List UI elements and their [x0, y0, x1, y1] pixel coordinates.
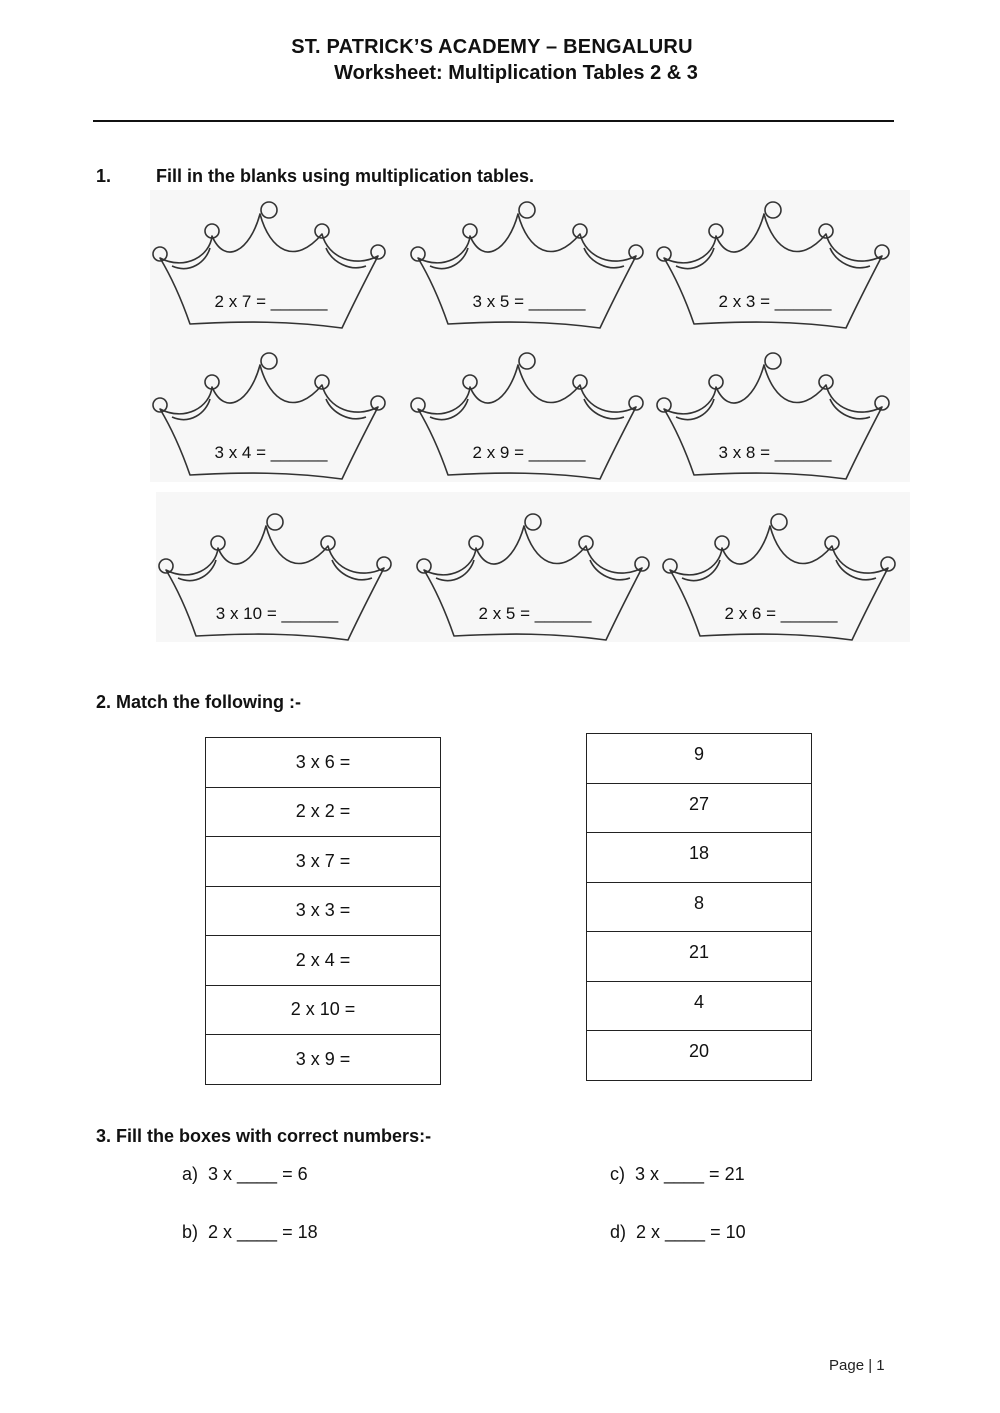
crown-outline-icon: [150, 196, 392, 336]
fill-item-d: d) 2 x ____ = 10: [610, 1222, 746, 1242]
question-2-title: 2. Match the following :-: [96, 692, 301, 712]
match-expression: 3 x 9 =: [206, 1035, 441, 1085]
crown-item: [654, 347, 896, 487]
fill-item-b: b) 2 x ____ = 18: [182, 1222, 318, 1242]
crown-outline-icon: [408, 196, 650, 336]
crown-problem: 2 x 9 = ______: [472, 443, 586, 462]
match-answer: 21: [587, 932, 812, 982]
crown-item: [414, 508, 656, 648]
crown-problem: 3 x 5 = ______: [472, 292, 586, 311]
match-expression: 3 x 6 =: [206, 738, 441, 788]
match-answer: 4: [587, 981, 812, 1031]
header-divider: [93, 120, 894, 122]
crown-outline-icon: [150, 347, 392, 487]
page-number: Page | 1: [829, 1357, 885, 1374]
crown-item: [150, 347, 392, 487]
question-3-title: 3. Fill the boxes with correct numbers:-: [96, 1126, 432, 1146]
match-answer: 9: [587, 734, 812, 784]
match-expression: 3 x 3 =: [206, 886, 441, 936]
fill-item-c: c) 3 x ____ = 21: [610, 1164, 745, 1184]
crown-item: [150, 196, 392, 336]
crown-problem: 3 x 4 = ______: [214, 443, 328, 462]
crown-problem: 3 x 8 = ______: [718, 443, 832, 462]
match-answer: 18: [587, 833, 812, 883]
worksheet-title: Worksheet: Multiplication Tables 2 & 3: [334, 62, 698, 84]
crown-problem: 2 x 3 = ______: [718, 292, 832, 311]
crown-outline-icon: [654, 196, 896, 336]
crown-outline-icon: [654, 347, 896, 487]
crown-problem: 2 x 6 = ______: [724, 604, 838, 623]
worksheet-header: [0, 36, 1000, 85]
crown-outline-icon: [414, 508, 656, 648]
question-1-text: Fill in the blanks using multiplication tables.: [156, 166, 535, 186]
school-name: ST. PATRICK’S ACADEMY – BENGALURU: [291, 36, 693, 58]
crown-outline-icon: [660, 508, 902, 648]
crown-item: [654, 196, 896, 336]
crown-item: [660, 508, 902, 648]
match-right-column: [586, 733, 812, 1081]
crown-item: [156, 508, 398, 648]
crown-outline-icon: [408, 347, 650, 487]
match-answer: 8: [587, 882, 812, 932]
crown-outline-icon: [156, 508, 398, 648]
crown-problem: 3 x 10 = ______: [215, 604, 339, 623]
crown-problem: 2 x 5 = ______: [478, 604, 592, 623]
match-expression: 3 x 7 =: [206, 837, 441, 887]
match-expression: 2 x 10 =: [206, 985, 441, 1035]
fill-item-a: a) 3 x ____ = 6: [182, 1164, 308, 1184]
question-1-number: 1.: [96, 166, 112, 186]
match-answer: 27: [587, 783, 812, 833]
match-left-column: [205, 737, 441, 1085]
match-answer: 20: [587, 1031, 812, 1081]
match-expression: 2 x 4 =: [206, 936, 441, 986]
crown-item: [408, 347, 650, 487]
crown-item: [408, 196, 650, 336]
crown-problem: 2 x 7 = ______: [214, 292, 328, 311]
match-expression: 2 x 2 =: [206, 787, 441, 837]
crown-grid: [150, 190, 910, 642]
